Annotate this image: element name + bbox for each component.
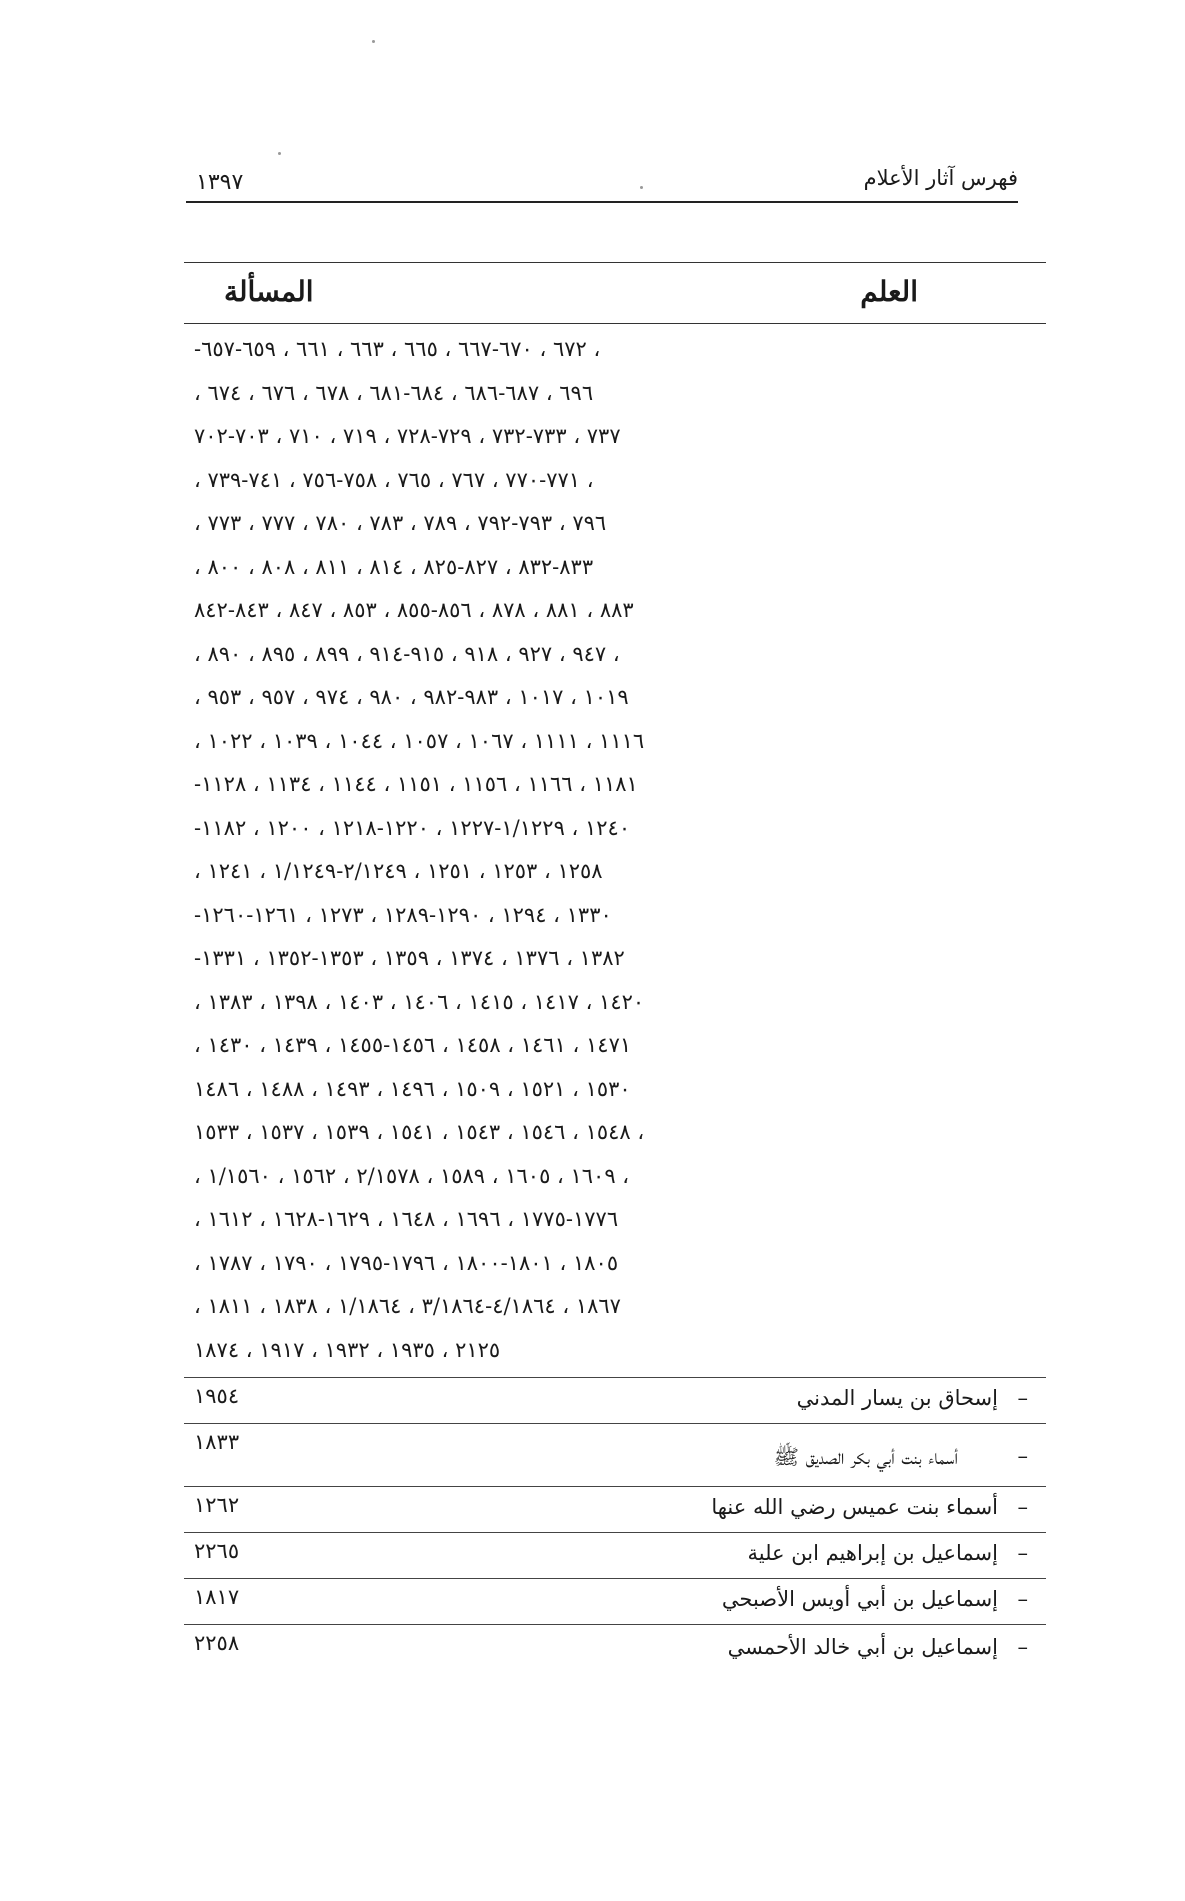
page-number: ١٣٩٧ bbox=[196, 170, 244, 195]
index-table bbox=[184, 262, 1046, 1659]
entry-dash: – bbox=[1017, 1444, 1028, 1468]
issue-number-line: ، ١٦٠٩ ، ١٦٠٥ ، ١٥٨٩ ، ٢/١٥٧٨ ، ١٥٦٢ ، ١/١٥٦٠ ، bbox=[194, 1163, 630, 1188]
issue-number-line: ١٥٤٨ ، ١٥٤٦ ، ١٥٤٣ ، ١٥٤١ ، ١٥٣٩ ، ١٥٣٧ ، ١٥٣٣ ، bbox=[194, 1120, 645, 1144]
entry-dash: – bbox=[1017, 1541, 1028, 1565]
issue-number-line: ١٥٣٠ ، ١٥٢١ ، ١٥٠٩ ، ١٤٩٦ ، ١٤٩٣ ، ١٤٨٨ ، ١٤٨٦ bbox=[194, 1076, 631, 1101]
running-header bbox=[186, 162, 1018, 204]
entry-name: أسماء بنت أبي بكر الصديق ﷺ bbox=[773, 1445, 958, 1469]
issue-number-line: ٢١٢٥ ، ١٩٣٥ ، ١٩٣٢ ، ١٩١٧ ، ١٨٧٤ bbox=[194, 1337, 501, 1362]
issue-number-line: ، ١٨٦٧ ، ٤/١٨٦٤-٣/١٨٦٤ ، ١/١٨٦٤ ، ١٨٣٨ ، ١٨١١ bbox=[194, 1294, 621, 1318]
entry-dash: – bbox=[1017, 1587, 1028, 1611]
entry-name: إسماعيل بن أبي أويس الأصبحي bbox=[721, 1587, 998, 1611]
scan-speck bbox=[640, 186, 643, 189]
index-entry bbox=[184, 1423, 1046, 1486]
issue-number-line: ، ١٠١٩ ، ١٠١٧ ، ٩٨٣-٩٨٢ ، ٩٨٠ ، ٩٧٤ ، ٩٥٧ ، ٩٥٣ bbox=[194, 685, 629, 709]
entry-issue-number: ٢٢٦٥ bbox=[194, 1539, 240, 1563]
entry-name: إسماعيل بن إبراهيم ابن علية bbox=[747, 1541, 998, 1565]
issue-number-line: -١٣٨٢ ، ١٣٧٦ ، ١٣٧٤ ، ١٣٥٩ ، ١٣٥٣-١٣٥٢ ، ١٣٣١ bbox=[194, 946, 625, 970]
entry-list bbox=[184, 1377, 1046, 1675]
column-header bbox=[184, 262, 1046, 324]
index-entry bbox=[184, 1578, 1046, 1624]
index-entry bbox=[184, 1377, 1046, 1423]
issue-number-line: ، ٩٤٧ ، ٩٢٧ ، ٩١٨ ، ٩١٥-٩١٤ ، ٨٩٩ ، ٨٩٥ ، ٨٩٠ ، bbox=[194, 641, 620, 666]
issue-number-line: ، ١٧٧٦-١٧٧٥ ، ١٦٩٦ ، ١٦٤٨ ، ١٦٢٩-١٦٢٨ ، ١٦١٢ bbox=[194, 1207, 619, 1231]
issue-number-line: ، ١١١٦ ، ١١١١ ، ١٠٦٧ ، ١٠٥٧ ، ١٠٤٤ ، ١٠٣٩ ، ١٠٢٢ bbox=[194, 728, 645, 753]
issue-number-line: ، ٧٧١-٧٧٠ ، ٧٦٧ ، ٧٦٥ ، ٧٥٨-٧٥٦ ، ٧٤١-٧٣٩ ، bbox=[194, 467, 594, 492]
entry-name: إسماعيل بن أبي خالد الأحمسي bbox=[727, 1635, 998, 1659]
entry-name: إسحاق بن يسار المدني bbox=[796, 1386, 998, 1410]
issue-number-line: -١١٨١ ، ١١٦٦ ، ١١٥٦ ، ١١٥١ ، ١١٤٤ ، ١١٣٤ ، ١١٢٨ bbox=[194, 772, 638, 796]
issue-number-line: -١٢٤٠ ، ١/١٢٢٩-١٢٢٧ ، ١٢٢٠-١٢١٨ ، ١٢٠٠ ، ١١٨٢ bbox=[194, 815, 631, 840]
entry-issue-number: ١٢٦٢ bbox=[194, 1493, 240, 1517]
continued-issue-numbers bbox=[194, 328, 714, 1372]
entry-issue-number: ٢٢٥٨ bbox=[194, 1631, 240, 1655]
issue-number-line: ٨٨٣ ، ٨٨١ ، ٨٧٨ ، ٨٥٦-٨٥٥ ، ٨٥٣ ، ٨٤٧ ، ٨٤٣-٨٤٢ bbox=[194, 598, 634, 622]
entry-name: أسماء بنت عميس رضي الله عنها bbox=[711, 1495, 998, 1519]
index-entry bbox=[184, 1486, 1046, 1532]
entry-dash: – bbox=[1017, 1635, 1028, 1659]
column-header-name: العلم bbox=[860, 275, 918, 308]
entry-issue-number: ١٨١٧ bbox=[194, 1585, 240, 1609]
issue-number-line: ، ٧٩٦ ، ٧٩٣-٧٩٢ ، ٧٨٩ ، ٧٨٣ ، ٧٨٠ ، ٧٧٧ ، ٧٧٣ bbox=[194, 511, 607, 535]
index-entry bbox=[184, 1624, 1046, 1675]
entry-issue-number: ١٨٣٣ bbox=[194, 1430, 240, 1454]
entry-dash: – bbox=[1017, 1495, 1028, 1519]
scan-speck bbox=[278, 152, 281, 155]
issue-number-line: ، ٨٣٣-٨٣٢ ، ٨٢٧-٨٢٥ ، ٨١٤ ، ٨١١ ، ٨٠٨ ، ٨٠٠ bbox=[194, 554, 594, 579]
scan-speck bbox=[372, 40, 375, 43]
issue-number-line: ، ٦٩٦ ، ٦٨٧-٦٨٦ ، ٦٨٤-٦٨١ ، ٦٧٨ ، ٦٧٦ ، ٦٧٤ bbox=[194, 380, 594, 405]
entry-issue-number: ١٩٥٤ bbox=[194, 1384, 240, 1408]
column-header-issue: المسألة bbox=[224, 275, 314, 308]
issue-number-line: -١٣٣٠ ، ١٢٩٤ ، ١٢٩٠-١٢٨٩ ، ١٢٧٣ ، ١٢٦١-١٢٦٠ bbox=[194, 902, 612, 927]
header-rule bbox=[186, 201, 1018, 203]
header-title: فهرس آثار الأعلام bbox=[863, 166, 1018, 190]
issue-number-line: -٦٧٢ ، ٦٧٠-٦٦٧ ، ٦٦٥ ، ٦٦٣ ، ٦٦١ ، ٦٥٩-٦٥٧ ، bbox=[194, 337, 601, 361]
issue-number-line: ٧٣٧ ، ٧٣٣-٧٣٢ ، ٧٢٩-٧٢٨ ، ٧١٩ ، ٧١٠ ، ٧٠٣-٧٠٢ bbox=[194, 424, 621, 448]
index-entry bbox=[184, 1532, 1046, 1578]
issue-number-line: ، ١٤٧١ ، ١٤٦١ ، ١٤٥٨ ، ١٤٥٦-١٤٥٥ ، ١٤٣٩ ، ١٤٣٠ bbox=[194, 1033, 632, 1057]
issue-number-line: ، ١٤٢٠ ، ١٤١٧ ، ١٤١٥ ، ١٤٠٦ ، ١٤٠٣ ، ١٣٩٨ ، ١٣٨٣ bbox=[194, 989, 645, 1014]
issue-number-line: ، ١٢٥٨ ، ١٢٥٣ ، ١٢٥١ ، ٢/١٢٤٩-١/١٢٤٩ ، ١٢٤١ bbox=[194, 859, 603, 883]
entry-dash: – bbox=[1017, 1386, 1028, 1410]
issue-number-line: ، ١٨٠٥ ، ١٨٠١-١٨٠٠ ، ١٧٩٦-١٧٩٥ ، ١٧٩٠ ، ١٧٨٧ bbox=[194, 1250, 619, 1275]
